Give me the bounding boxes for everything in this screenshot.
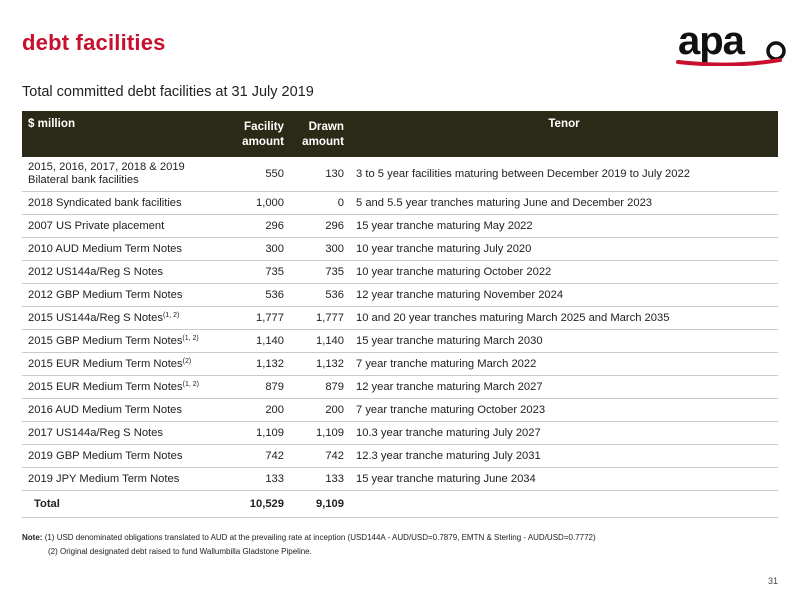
footnote-2: (2) Original designated debt raised to fund Wallumbilla Gladstone Pipeline. xyxy=(48,547,312,556)
facility-name-line2: Bilateral bank facilities xyxy=(28,174,139,186)
tenor: 10 and 20 year tranches maturing March 2025 and March 2035 xyxy=(350,307,778,330)
facility-amount: 735 xyxy=(226,261,290,284)
drawn-amount: 735 xyxy=(290,261,350,284)
tenor: 15 year tranche maturing May 2022 xyxy=(350,215,778,238)
facility-name: 2017 US144a/Reg S Notes xyxy=(22,422,226,445)
table-row xyxy=(22,215,778,238)
footnotes xyxy=(22,531,596,559)
facility-name: 2019 JPY Medium Term Notes xyxy=(22,468,226,491)
table-row xyxy=(22,422,778,445)
footnote-ref: (1, 2) xyxy=(162,312,180,319)
table-row xyxy=(22,238,778,261)
header-facility-line1: Facility xyxy=(244,120,284,133)
table-row xyxy=(22,261,778,284)
table-row xyxy=(22,307,778,330)
tenor: 3 to 5 year facilities maturing between December 2019 to July 2022 xyxy=(350,157,778,192)
facility-amount: 742 xyxy=(226,445,290,468)
tenor: 15 year tranche maturing March 2030 xyxy=(350,330,778,353)
facility-amount: 296 xyxy=(226,215,290,238)
tenor: 10.3 year tranche maturing July 2027 xyxy=(350,422,778,445)
drawn-amount: 879 xyxy=(290,376,350,399)
logo-dot-icon xyxy=(768,43,784,59)
header-tenor: Tenor xyxy=(350,111,778,157)
header-drawn-amount xyxy=(290,111,350,157)
facility-name xyxy=(22,330,226,353)
note-label: Note: xyxy=(22,533,43,542)
logo-text: apa xyxy=(678,20,744,63)
tenor: 12.3 year tranche maturing July 2031 xyxy=(350,445,778,468)
footnote-ref: (1, 2) xyxy=(182,335,199,342)
drawn-amount: 130 xyxy=(290,157,350,192)
total-tenor xyxy=(350,491,778,518)
header-drawn-line2: amount xyxy=(302,135,344,148)
drawn-amount: 296 xyxy=(290,215,350,238)
table-row xyxy=(22,376,778,399)
tenor: 12 year tranche maturing March 2027 xyxy=(350,376,778,399)
footnote-ref: (2) xyxy=(182,358,192,365)
total-drawn-amount: 9,109 xyxy=(290,491,350,518)
table-subtitle: Total committed debt facilities at 31 July 2019 xyxy=(22,84,314,100)
facility-amount: 1,109 xyxy=(226,422,290,445)
table-row xyxy=(22,330,778,353)
facility-name xyxy=(22,157,226,192)
tenor: 5 and 5.5 year tranches maturing June and December 2023 xyxy=(350,192,778,215)
apa-logo xyxy=(676,20,788,66)
total-row xyxy=(22,491,778,518)
facility-name xyxy=(22,353,226,376)
drawn-amount: 300 xyxy=(290,238,350,261)
facility-name: 2016 AUD Medium Term Notes xyxy=(22,399,226,422)
drawn-amount: 1,132 xyxy=(290,353,350,376)
drawn-amount: 200 xyxy=(290,399,350,422)
drawn-amount: 742 xyxy=(290,445,350,468)
drawn-amount: 536 xyxy=(290,284,350,307)
table-header-row xyxy=(22,111,778,157)
tenor: 10 year tranche maturing October 2022 xyxy=(350,261,778,284)
facility-name: 2019 GBP Medium Term Notes xyxy=(22,445,226,468)
total-facility-amount: 10,529 xyxy=(226,491,290,518)
tenor: 10 year tranche maturing July 2020 xyxy=(350,238,778,261)
tenor: 7 year tranche maturing March 2022 xyxy=(350,353,778,376)
facility-name xyxy=(22,376,226,399)
total-label: Total xyxy=(22,491,226,518)
table-row xyxy=(22,353,778,376)
facility-name: 2012 GBP Medium Term Notes xyxy=(22,284,226,307)
facility-name: 2007 US Private placement xyxy=(22,215,226,238)
table-row xyxy=(22,445,778,468)
drawn-amount: 1,777 xyxy=(290,307,350,330)
footnote-1 xyxy=(22,531,596,545)
facility-name-text: 2015 EUR Medium Term Notes xyxy=(28,381,183,393)
table-row xyxy=(22,468,778,491)
table-row xyxy=(22,157,778,192)
table-row xyxy=(22,399,778,422)
header-drawn-line1: Drawn xyxy=(308,120,344,133)
facility-amount: 300 xyxy=(226,238,290,261)
facility-amount: 1,140 xyxy=(226,330,290,353)
drawn-amount: 1,140 xyxy=(290,330,350,353)
facility-amount: 200 xyxy=(226,399,290,422)
drawn-amount: 133 xyxy=(290,468,350,491)
header-facility-line2: amount xyxy=(242,135,284,148)
header-million: $ million xyxy=(22,111,226,157)
tenor: 12 year tranche maturing November 2024 xyxy=(350,284,778,307)
tenor: 15 year tranche maturing June 2034 xyxy=(350,468,778,491)
facility-amount: 1,000 xyxy=(226,192,290,215)
facility-name xyxy=(22,307,226,330)
facility-amount: 1,132 xyxy=(226,353,290,376)
table-row xyxy=(22,284,778,307)
page-number: 31 xyxy=(767,576,778,586)
drawn-amount: 0 xyxy=(290,192,350,215)
facility-name-text: 2015 US144a/Reg S Notes xyxy=(28,312,163,324)
header-facility-amount xyxy=(226,111,290,157)
facility-name-text: 2015 EUR Medium Term Notes xyxy=(28,358,183,370)
tenor: 7 year tranche maturing October 2023 xyxy=(350,399,778,422)
facility-amount: 550 xyxy=(226,157,290,192)
drawn-amount: 1,109 xyxy=(290,422,350,445)
facility-amount: 133 xyxy=(226,468,290,491)
facility-amount: 879 xyxy=(226,376,290,399)
table-row xyxy=(22,192,778,215)
debt-facilities-table xyxy=(22,111,778,518)
facility-amount: 536 xyxy=(226,284,290,307)
facility-name: 2010 AUD Medium Term Notes xyxy=(22,238,226,261)
facility-name-line1: 2015, 2016, 2017, 2018 & 2019 xyxy=(28,161,185,173)
note-1-text: (1) USD denominated obligations translated to AUD at the prevailing rate at inception (USD144A - AUD/USD=0.7879, EMTN & Sterling - AUD/USD=0.7772) xyxy=(44,533,596,542)
facility-name-text: 2015 GBP Medium Term Notes xyxy=(28,335,183,347)
page-title: debt facilities xyxy=(22,30,166,55)
facility-name: 2018 Syndicated bank facilities xyxy=(22,192,226,215)
facility-name: 2012 US144a/Reg S Notes xyxy=(22,261,226,284)
footnote-ref: (1, 2) xyxy=(182,381,199,388)
facility-amount: 1,777 xyxy=(226,307,290,330)
